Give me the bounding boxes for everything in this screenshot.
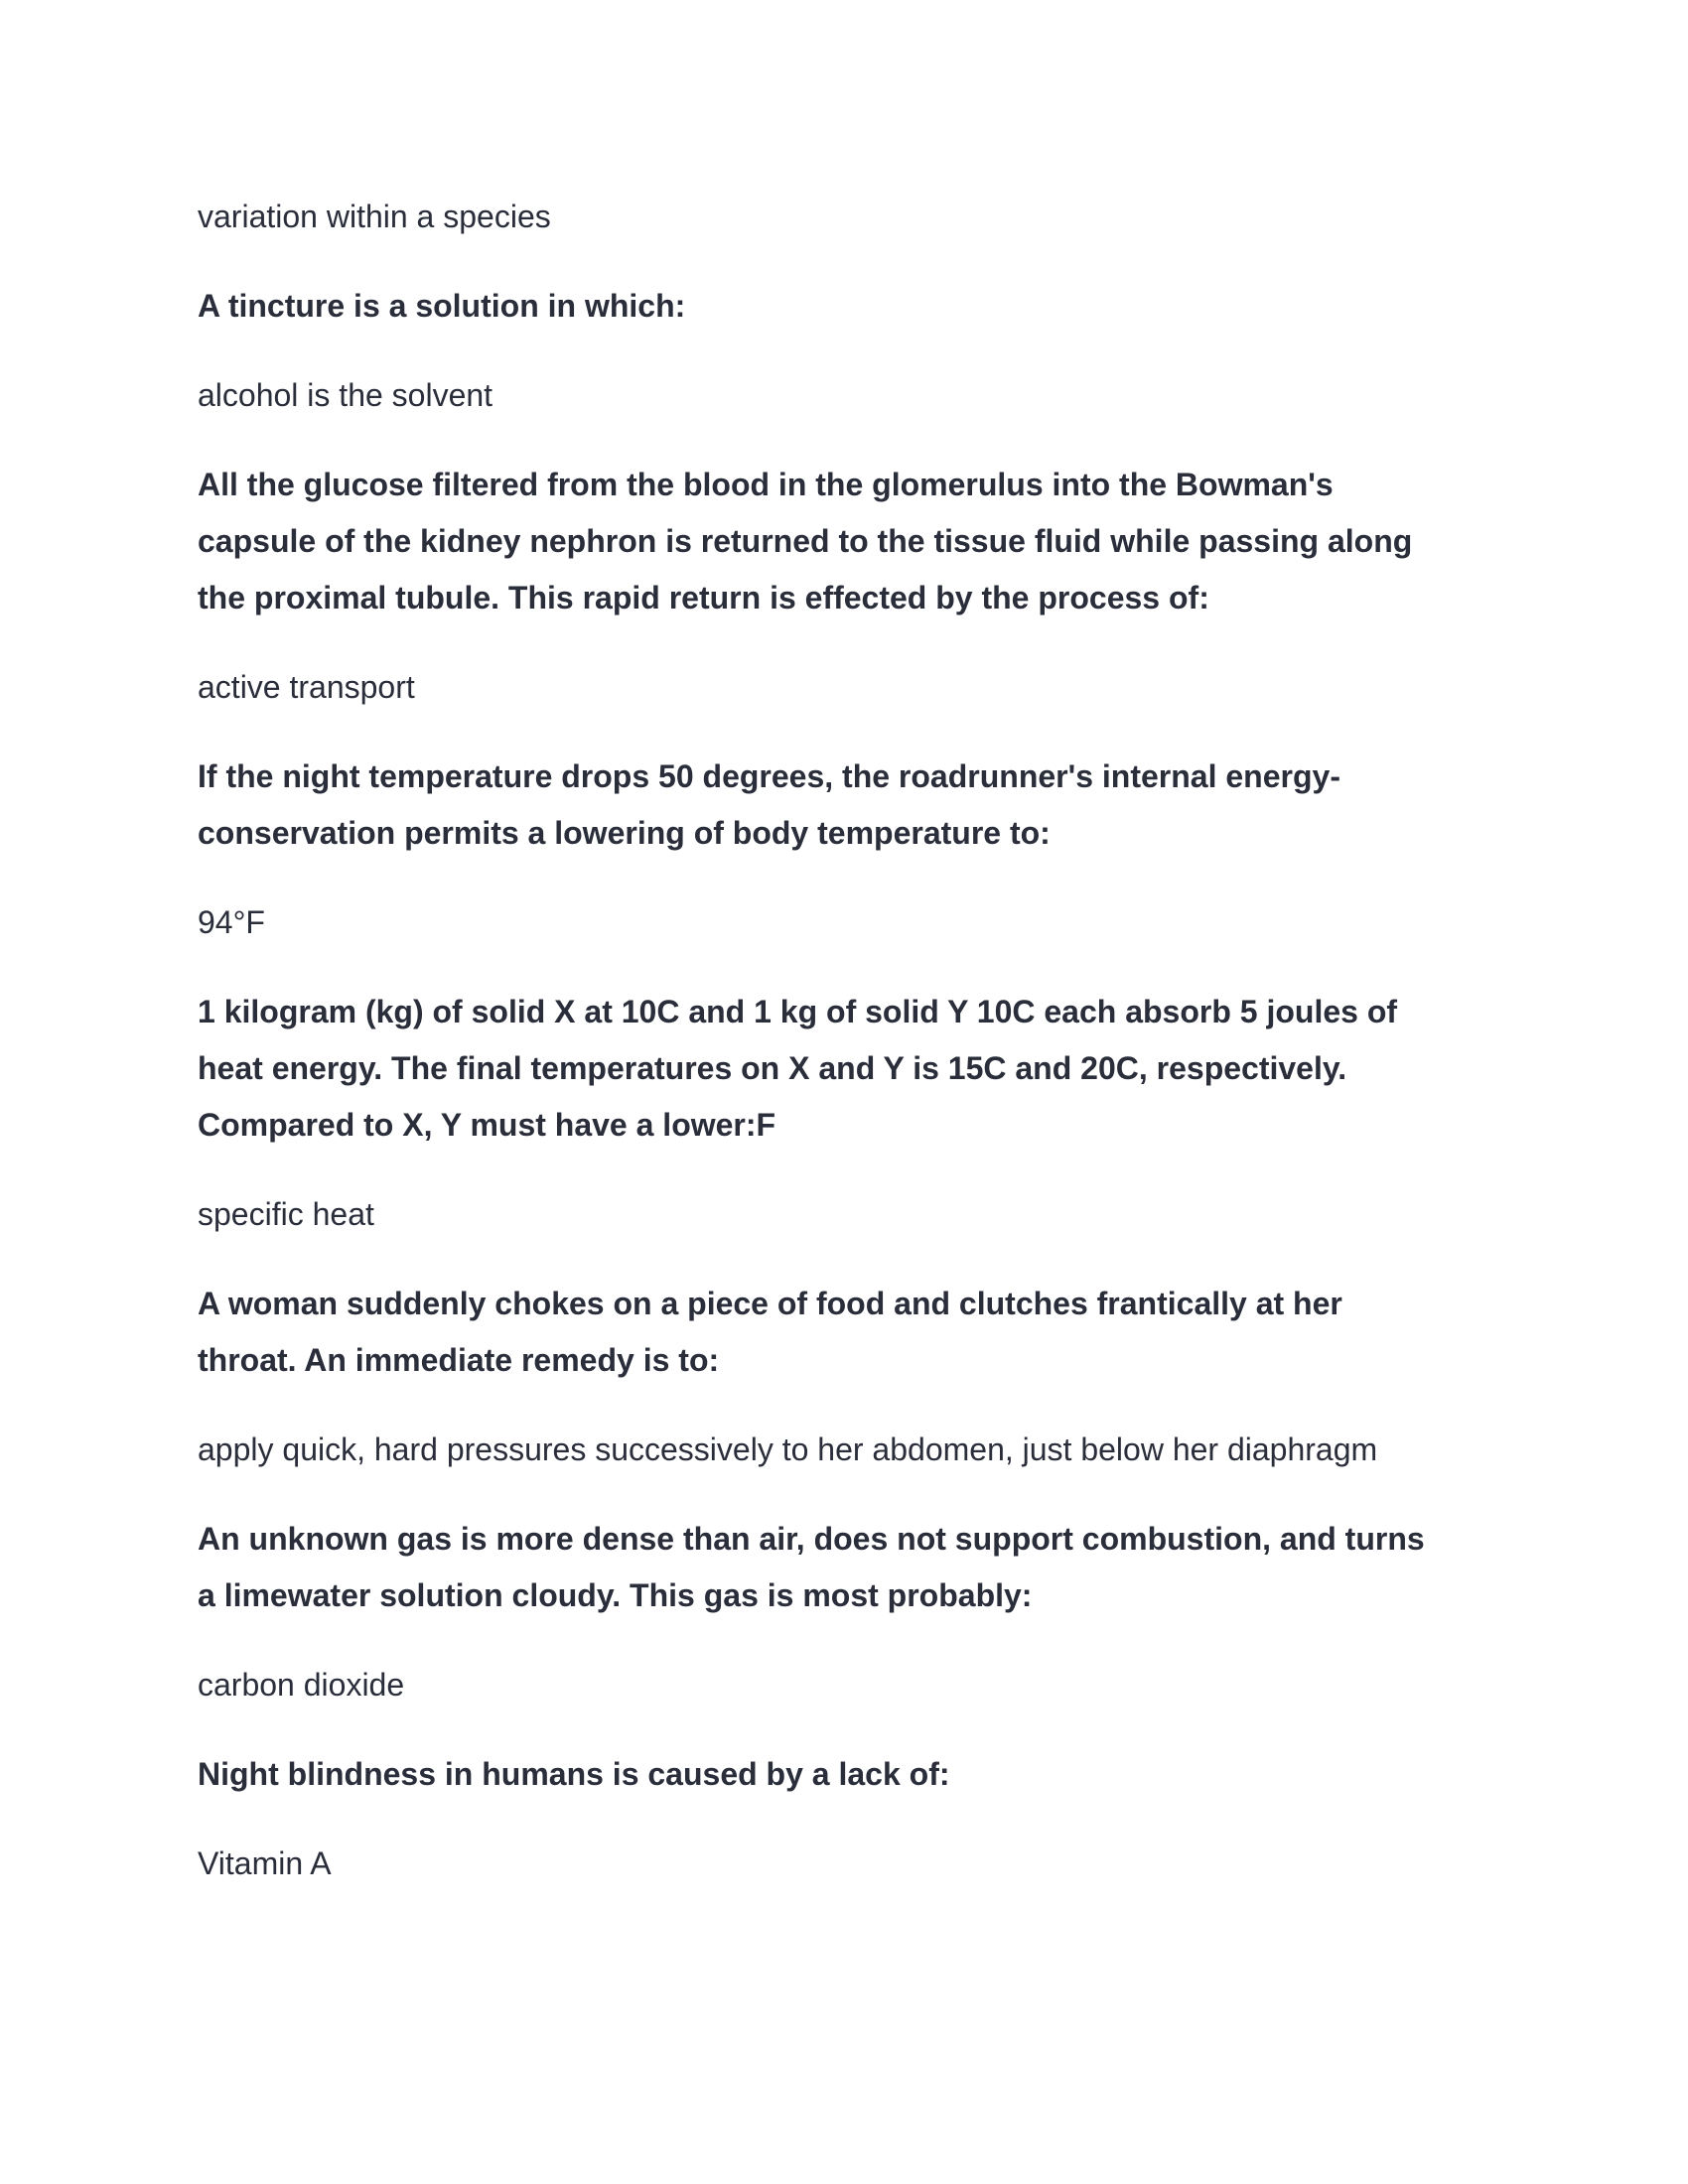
- text-line: 94°F: [198, 904, 265, 940]
- question-text: [198, 1511, 1588, 1624]
- text-line: carbon dioxide: [198, 1667, 405, 1703]
- text-line: Compared to X, Y must have a lower:F: [198, 1107, 776, 1143]
- document-body: [198, 189, 1588, 1925]
- question-text: [198, 749, 1588, 862]
- text-line: capsule of the kidney nephron is returned to the tissue fluid while passing along: [198, 523, 1413, 559]
- answer-text: [198, 659, 1588, 716]
- text-line: If the night temperature drops 50 degrees, the roadrunner's internal energy-: [198, 758, 1340, 794]
- text-line: active transport: [198, 669, 415, 705]
- text-line: Vitamin A: [198, 1845, 332, 1881]
- text-line: specific heat: [198, 1196, 374, 1232]
- question-text: [198, 1276, 1588, 1389]
- text-line: the proximal tubule. This rapid return is effected by the process of:: [198, 580, 1209, 615]
- text-line: apply quick, hard pressures successively to her abdomen, just below her diaphragm: [198, 1432, 1378, 1467]
- text-line: Night blindness in humans is caused by a lack of:: [198, 1756, 950, 1792]
- answer-text: [198, 1422, 1588, 1478]
- text-line: An unknown gas is more dense than air, does not support combustion, and turns: [198, 1521, 1425, 1557]
- question-text: [198, 984, 1588, 1154]
- answer-text: [198, 367, 1588, 424]
- answer-text: [198, 1186, 1588, 1243]
- text-line: a limewater solution cloudy. This gas is most probably:: [198, 1577, 1033, 1613]
- text-line: conservation permits a lowering of body temperature to:: [198, 815, 1051, 851]
- question-text: [198, 1746, 1588, 1803]
- text-line: throat. An immediate remedy is to:: [198, 1342, 720, 1378]
- text-line: 1 kilogram (kg) of solid X at 10C and 1 kg of solid Y 10C each absorb 5 joules of: [198, 994, 1398, 1029]
- text-line: heat energy. The final temperatures on X and Y is 15C and 20C, respectively.: [198, 1050, 1347, 1086]
- answer-text: [198, 189, 1588, 245]
- text-line: alcohol is the solvent: [198, 377, 493, 413]
- text-line: A tincture is a solution in which:: [198, 288, 686, 324]
- answer-text: [198, 1657, 1588, 1713]
- text-line: variation within a species: [198, 199, 551, 234]
- question-text: [198, 457, 1588, 626]
- text-line: All the glucose filtered from the blood in the glomerulus into the Bowman's: [198, 467, 1334, 502]
- text-line: A woman suddenly chokes on a piece of food and clutches frantically at her: [198, 1286, 1342, 1321]
- question-text: [198, 278, 1588, 335]
- answer-text: [198, 894, 1588, 951]
- answer-text: [198, 1836, 1588, 1892]
